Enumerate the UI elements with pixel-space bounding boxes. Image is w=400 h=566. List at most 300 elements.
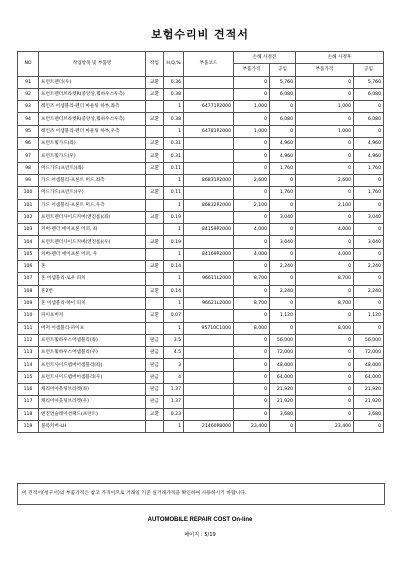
row-before-price: 0 <box>234 88 270 100</box>
row-before-price: 8,000 <box>234 322 270 334</box>
row-before-price: 0 <box>234 334 270 346</box>
row-part-name: 캐리어아웃팅브라켓(좌) <box>39 384 146 396</box>
row-part-name: 버저 어셈블리-파이프 <box>39 322 146 334</box>
row-no: 107 <box>18 273 39 285</box>
table-row <box>18 88 384 100</box>
row-work-type: 교환 <box>146 88 164 100</box>
row-work-type: 판금 <box>146 396 164 408</box>
row-after-labor: 56,000 <box>354 334 384 346</box>
table-row <box>18 371 384 383</box>
row-after-price: 0 <box>296 211 354 223</box>
row-no: 91 <box>18 76 39 88</box>
row-before-labor: 72,000 <box>270 347 296 359</box>
row-part-name: 가드 어셈블리-프론트 머드,좌측 <box>39 174 146 186</box>
row-after-labor: 3,040 <box>354 236 384 248</box>
page-title: 보험수리비 견적서 <box>151 28 249 41</box>
row-after-price: 1,000 <box>296 101 354 113</box>
table-row <box>18 76 384 88</box>
row-work-type <box>146 101 164 113</box>
row-after-labor: 3,680 <box>354 408 384 420</box>
row-after-price: 0 <box>296 150 354 162</box>
row-no: 111 <box>18 322 39 334</box>
table-row <box>18 125 384 137</box>
row-work-type: 교환 <box>146 113 164 125</box>
row-after-labor: 0 <box>354 273 384 285</box>
table-row <box>18 236 384 248</box>
row-part-code <box>184 88 234 100</box>
row-hq: 1 <box>164 199 184 211</box>
row-before-labor: 0 <box>270 199 296 211</box>
row-after-price: 0 <box>296 76 354 88</box>
row-work-type: 교환 <box>146 261 164 273</box>
row-hq: 1 <box>164 248 184 260</box>
row-work-type <box>146 224 164 236</box>
row-after-price: 8,700 <box>296 297 354 309</box>
row-work-type <box>146 420 164 432</box>
row-part-name: 혼 <box>39 261 146 273</box>
row-before-labor: 0 <box>270 297 296 309</box>
row-part-name: 프런트펜더(우) <box>39 76 146 88</box>
row-part-code: 21460P8000 <box>184 420 234 432</box>
header-part: 작업항목 및 부품명 <box>39 52 146 77</box>
row-before-labor: 2,240 <box>270 285 296 297</box>
table-row <box>18 261 384 273</box>
row-after-labor: 64,000 <box>354 371 384 383</box>
table-row <box>18 224 384 236</box>
row-part-name: 블록커버-LH <box>39 420 146 432</box>
row-no: 102 <box>18 211 39 223</box>
row-work-type <box>146 174 164 186</box>
row-before-labor: 0 <box>270 248 296 260</box>
row-work-type: 판금 <box>146 384 164 396</box>
row-before-price: 2,100 <box>234 199 270 211</box>
row-before-labor: 3,040 <box>270 211 296 223</box>
row-part-name: 머드가드(프런트)(우) <box>39 187 146 199</box>
row-after-price: 0 <box>296 187 354 199</box>
row-hq: 0.07 <box>164 310 184 322</box>
row-after-price: 0 <box>296 347 354 359</box>
row-part-code: 95710C1000 <box>184 322 234 334</box>
row-before-labor: 21,920 <box>270 396 296 408</box>
table-row <box>18 396 384 408</box>
row-part-code: 84169P2000 <box>184 248 234 260</box>
row-hq: 1 <box>164 273 184 285</box>
row-hq: 0.14 <box>164 261 184 273</box>
row-work-type: 교환 <box>146 408 164 420</box>
row-after-price: 0 <box>296 371 354 383</box>
row-after-price: 0 <box>296 138 354 150</box>
row-before-price: 0 <box>234 211 270 223</box>
row-no: 109 <box>18 297 39 309</box>
row-hq: 1 <box>164 297 184 309</box>
table-row <box>18 285 384 297</box>
row-after-price: 0 <box>296 162 354 174</box>
row-no: 96 <box>18 138 39 150</box>
table-row <box>18 273 384 285</box>
row-before-price: 0 <box>234 359 270 371</box>
row-work-type: 교환 <box>146 211 164 223</box>
table-row <box>18 248 384 260</box>
row-after-price: 2,100 <box>296 199 354 211</box>
row-no: 101 <box>18 199 39 211</box>
row-after-labor: 6,080 <box>354 113 384 125</box>
row-hq: 0.38 <box>164 113 184 125</box>
row-part-code <box>184 310 234 322</box>
row-before-price: 0 <box>234 138 270 150</box>
row-before-labor: 2,240 <box>270 261 296 273</box>
row-part-code <box>184 236 234 248</box>
row-before-price: 0 <box>234 76 270 88</box>
row-before-price: 0 <box>234 187 270 199</box>
row-before-labor: 56,000 <box>270 334 296 346</box>
row-after-price: 0 <box>296 88 354 100</box>
row-part-code <box>184 261 234 273</box>
header-code: 부품코드 <box>184 52 234 77</box>
row-part-code <box>184 76 234 88</box>
row-before-price: 2,600 <box>234 174 270 186</box>
row-work-type <box>146 248 164 260</box>
row-before-labor: 0 <box>270 101 296 113</box>
row-after-price: 0 <box>296 384 354 396</box>
row-hq: 1 <box>164 420 184 432</box>
row-after-labor: 0 <box>354 101 384 113</box>
row-before-labor: 0 <box>270 322 296 334</box>
row-before-price: 0 <box>234 162 270 174</box>
row-hq: 4.5 <box>164 347 184 359</box>
table-row <box>18 420 384 432</box>
row-work-type: 교환 <box>146 236 164 248</box>
table-row <box>18 211 384 223</box>
row-before-price: 4,000 <box>234 224 270 236</box>
row-after-price: 0 <box>296 359 354 371</box>
row-before-labor: 4,960 <box>270 138 296 150</box>
row-no: 98 <box>18 162 39 174</box>
row-part-name: 파이프버져 <box>39 310 146 322</box>
row-before-labor: 1,760 <box>270 162 296 174</box>
row-after-price: 0 <box>296 285 354 297</box>
row-no: 103 <box>18 224 39 236</box>
row-before-price: 0 <box>234 261 270 273</box>
row-after-price: 0 <box>296 408 354 420</box>
table-row <box>18 384 384 396</box>
row-after-labor: 2,240 <box>354 285 384 297</box>
row-hq: 0.36 <box>164 76 184 88</box>
footer-brand: AUTOMOBILE REPAIR COST On-line <box>147 517 253 523</box>
row-after-labor: 5,760 <box>354 76 384 88</box>
row-before-price: 23,400 <box>234 420 270 432</box>
row-before-price: 0 <box>234 384 270 396</box>
row-before-price: 0 <box>234 150 270 162</box>
row-after-labor: 72,000 <box>354 347 384 359</box>
row-no: 100 <box>18 187 39 199</box>
row-part-name: 프런트휠하우스어셈블리(우) <box>39 347 146 359</box>
row-hq: 3.5 <box>164 334 184 346</box>
header-after-labor: 공임 <box>354 64 384 76</box>
row-no: 105 <box>18 248 39 260</box>
row-hq: 1 <box>164 101 184 113</box>
row-work-type: 교환 <box>146 162 164 174</box>
row-part-code <box>184 113 234 125</box>
row-after-labor: 3,040 <box>354 211 384 223</box>
row-after-labor: 1,760 <box>354 187 384 199</box>
row-work-type: 판금 <box>146 359 164 371</box>
row-after-labor: 0 <box>354 420 384 432</box>
row-hq: 1 <box>164 322 184 334</box>
row-before-labor: 5,760 <box>270 76 296 88</box>
row-part-name: 혼 어셈블리-하이 피치 <box>39 297 146 309</box>
row-part-name: 프런트펜더브라켓R(중앙상,휠하우스우측) <box>39 113 146 125</box>
row-before-price: 8,700 <box>234 297 270 309</box>
row-part-name: 혼 어셈블리-로우 피치 <box>39 273 146 285</box>
row-part-code <box>184 371 234 383</box>
table-row <box>18 187 384 199</box>
row-after-price: 8,000 <box>296 322 354 334</box>
row-no: 108 <box>18 285 39 297</box>
header-no: NO <box>18 52 39 77</box>
row-after-labor: 0 <box>354 125 384 137</box>
row-hq: 1 <box>164 174 184 186</box>
table-row <box>18 310 384 322</box>
row-after-labor: 1,760 <box>354 162 384 174</box>
row-after-labor: 48,000 <box>354 359 384 371</box>
row-after-price: 0 <box>296 396 354 408</box>
row-after-price: 0 <box>296 334 354 346</box>
row-part-code <box>184 408 234 420</box>
row-no: 116 <box>18 384 39 396</box>
table-row <box>18 113 384 125</box>
row-part-name: 가드 어셈블리-프론트 머드,우측 <box>39 199 146 211</box>
row-after-labor: 0 <box>354 174 384 186</box>
row-work-type <box>146 322 164 334</box>
row-no: 94 <box>18 113 39 125</box>
row-hq: 0.38 <box>164 88 184 100</box>
row-no: 104 <box>18 236 39 248</box>
row-work-type: 교환 <box>146 150 164 162</box>
row-before-labor: 21,920 <box>270 384 296 396</box>
row-part-name: 프런트휠가드(우) <box>39 150 146 162</box>
row-after-labor: 1,120 <box>354 310 384 322</box>
row-after-labor: 0 <box>354 224 384 236</box>
row-before-price: 4,000 <box>234 248 270 260</box>
row-hq: 3 <box>164 359 184 371</box>
row-no: 93 <box>18 101 39 113</box>
row-after-price: 1,000 <box>296 125 354 137</box>
row-before-labor: 0 <box>270 224 296 236</box>
row-before-price: 0 <box>234 285 270 297</box>
header-after: 손해 사정후 <box>296 52 384 64</box>
row-work-type: 판금 <box>146 334 164 346</box>
row-no: 106 <box>18 261 39 273</box>
row-after-labor: 21,920 <box>354 396 384 408</box>
row-part-code <box>184 150 234 162</box>
row-before-price: 0 <box>234 113 270 125</box>
row-part-code: 84159P2000 <box>184 224 234 236</box>
row-after-price: 0 <box>296 310 354 322</box>
row-before-labor: 6,080 <box>270 88 296 100</box>
row-no: 115 <box>18 371 39 383</box>
row-no: 95 <box>18 125 39 137</box>
row-hq: 0.31 <box>164 138 184 150</box>
row-no: 117 <box>18 396 39 408</box>
row-no: 118 <box>18 408 39 420</box>
row-hq: 1.37 <box>164 396 184 408</box>
row-after-labor: 0 <box>354 297 384 309</box>
row-before-price: 0 <box>234 408 270 420</box>
row-part-code: 96611L2000 <box>184 273 234 285</box>
row-part-code: 86831P2000 <box>184 174 234 186</box>
row-hq: 1.37 <box>164 384 184 396</box>
row-before-labor: 1,120 <box>270 310 296 322</box>
row-work-type <box>146 125 164 137</box>
row-hq: 0.11 <box>164 162 184 174</box>
row-no: 114 <box>18 359 39 371</box>
table-row <box>18 334 384 346</box>
row-part-name: 프런트사이드멤버어셈블리(좌) <box>39 359 146 371</box>
row-after-labor: 21,920 <box>354 384 384 396</box>
row-part-code <box>184 384 234 396</box>
row-before-labor: 0 <box>270 273 296 285</box>
row-work-type: 교환 <box>146 76 164 88</box>
row-work-type: 교환 <box>146 285 164 297</box>
row-part-code <box>184 138 234 150</box>
table-row <box>18 101 384 113</box>
row-part-code <box>184 162 234 174</box>
header-before-price: 부품가격 <box>234 64 270 76</box>
row-part-name: 캐리어아웃팅브라켓(우) <box>39 396 146 408</box>
row-no: 99 <box>18 174 39 186</box>
row-no: 119 <box>18 420 39 432</box>
estimate-table <box>17 51 384 433</box>
row-part-name: 혼2번 <box>39 285 146 297</box>
row-after-price: 4,000 <box>296 248 354 260</box>
row-hq: 0.23 <box>164 408 184 420</box>
row-work-type: 판금 <box>146 371 164 383</box>
row-work-type <box>146 273 164 285</box>
row-after-price: 8,700 <box>296 273 354 285</box>
header-hqty: H,Q,% <box>164 52 184 77</box>
table-row <box>18 359 384 371</box>
row-part-code: 96621L2000 <box>184 297 234 309</box>
row-part-code <box>184 187 234 199</box>
row-before-price: 1,000 <box>234 101 270 113</box>
row-part-name: 레인즈 어셈블리-펜더 마운팅 하부,우측 <box>39 125 146 137</box>
row-before-price: 0 <box>234 371 270 383</box>
row-after-price: 23,400 <box>296 420 354 432</box>
row-part-name: 프런트펜더사이드커버(앤진룸)(우) <box>39 236 146 248</box>
table-row <box>18 150 384 162</box>
row-part-name: 엔진언슬레이션패드(프런트) <box>39 408 146 420</box>
estimate-rows <box>18 76 384 433</box>
row-work-type: 교환 <box>146 187 164 199</box>
row-part-name: 레인즈 어셈블리-펜더 마운팅 하부,좌측 <box>39 101 146 113</box>
row-hq: 1 <box>164 224 184 236</box>
row-work-type: 교환 <box>146 310 164 322</box>
table-row <box>18 408 384 420</box>
row-before-price: 0 <box>234 347 270 359</box>
row-part-code <box>184 359 234 371</box>
row-after-labor: 0 <box>354 199 384 211</box>
row-after-price: 4,000 <box>296 224 354 236</box>
disclaimer-note: 이 견적서(청구서)의 부품가격은 참고 가격이므로 거래일 기준 실거래가격을 확인하여 사용하시기 바랍니다. <box>17 483 385 505</box>
row-no: 92 <box>18 88 39 100</box>
row-work-type: 교환 <box>146 138 164 150</box>
row-before-labor: 0 <box>270 125 296 137</box>
row-hq: 0.11 <box>164 187 184 199</box>
table-row <box>18 138 384 150</box>
table-row <box>18 347 384 359</box>
row-before-price: 0 <box>234 236 270 248</box>
row-part-code <box>184 396 234 408</box>
header-before: 손해 사정전 <box>234 52 296 64</box>
row-after-price: 2,600 <box>296 174 354 186</box>
row-after-price: 0 <box>296 261 354 273</box>
row-part-code: 64781P2000 <box>184 125 234 137</box>
row-hq: 4 <box>164 371 184 383</box>
row-part-name: 프런트펜더사이드커버(앤진룸)(좌) <box>39 211 146 223</box>
row-part-name: 프런트휠하우스어셈블리(좌) <box>39 334 146 346</box>
table-row <box>18 199 384 211</box>
row-no: 113 <box>18 347 39 359</box>
header-before-labor: 공임 <box>270 64 296 76</box>
row-part-code <box>184 334 234 346</box>
row-no: 110 <box>18 310 39 322</box>
row-after-labor: 0 <box>354 248 384 260</box>
row-after-labor: 2,240 <box>354 261 384 273</box>
row-before-price: 1,000 <box>234 125 270 137</box>
row-hq: 0.31 <box>164 150 184 162</box>
row-part-code: 64771P2000 <box>184 101 234 113</box>
row-after-labor: 4,960 <box>354 138 384 150</box>
row-part-name: 커버-펜더 에이프론 어퍼, 좌 <box>39 224 146 236</box>
row-after-labor: 6,080 <box>354 88 384 100</box>
row-before-labor: 4,960 <box>270 150 296 162</box>
row-before-labor: 0 <box>270 174 296 186</box>
row-before-labor: 48,000 <box>270 359 296 371</box>
row-after-price: 0 <box>296 236 354 248</box>
row-before-labor: 6,080 <box>270 113 296 125</box>
row-no: 97 <box>18 150 39 162</box>
row-hq: 0.14 <box>164 285 184 297</box>
table-row <box>18 174 384 186</box>
row-part-code <box>184 285 234 297</box>
row-part-code <box>184 211 234 223</box>
row-after-labor: 4,960 <box>354 150 384 162</box>
row-before-price: 0 <box>234 310 270 322</box>
row-before-labor: 0 <box>270 420 296 432</box>
row-no: 112 <box>18 334 39 346</box>
row-part-name: 프런트펜더브라켓R(중앙상,휠하우스우측) <box>39 88 146 100</box>
row-hq: 0.19 <box>164 236 184 248</box>
row-work-type <box>146 199 164 211</box>
row-hq: 1 <box>164 125 184 137</box>
row-before-labor: 3,040 <box>270 236 296 248</box>
row-part-name: 머드가드(프런트)(좌) <box>39 162 146 174</box>
header-after-price: 부품가격 <box>296 64 354 76</box>
row-before-labor: 3,680 <box>270 408 296 420</box>
row-part-code <box>184 347 234 359</box>
table-row <box>18 162 384 174</box>
table-row <box>18 322 384 334</box>
row-before-labor: 64,000 <box>270 371 296 383</box>
footer-page-number: 페이지 : 5/19 <box>184 532 216 538</box>
row-after-labor: 0 <box>354 322 384 334</box>
row-part-name: 커버-펜더 에이프론 어퍼, 우 <box>39 248 146 260</box>
row-work-type <box>146 297 164 309</box>
row-part-name: 프런트사이드멤버어셈블리(우) <box>39 371 146 383</box>
table-row <box>18 297 384 309</box>
header-work: 작업 <box>146 52 164 77</box>
row-before-labor: 1,760 <box>270 187 296 199</box>
